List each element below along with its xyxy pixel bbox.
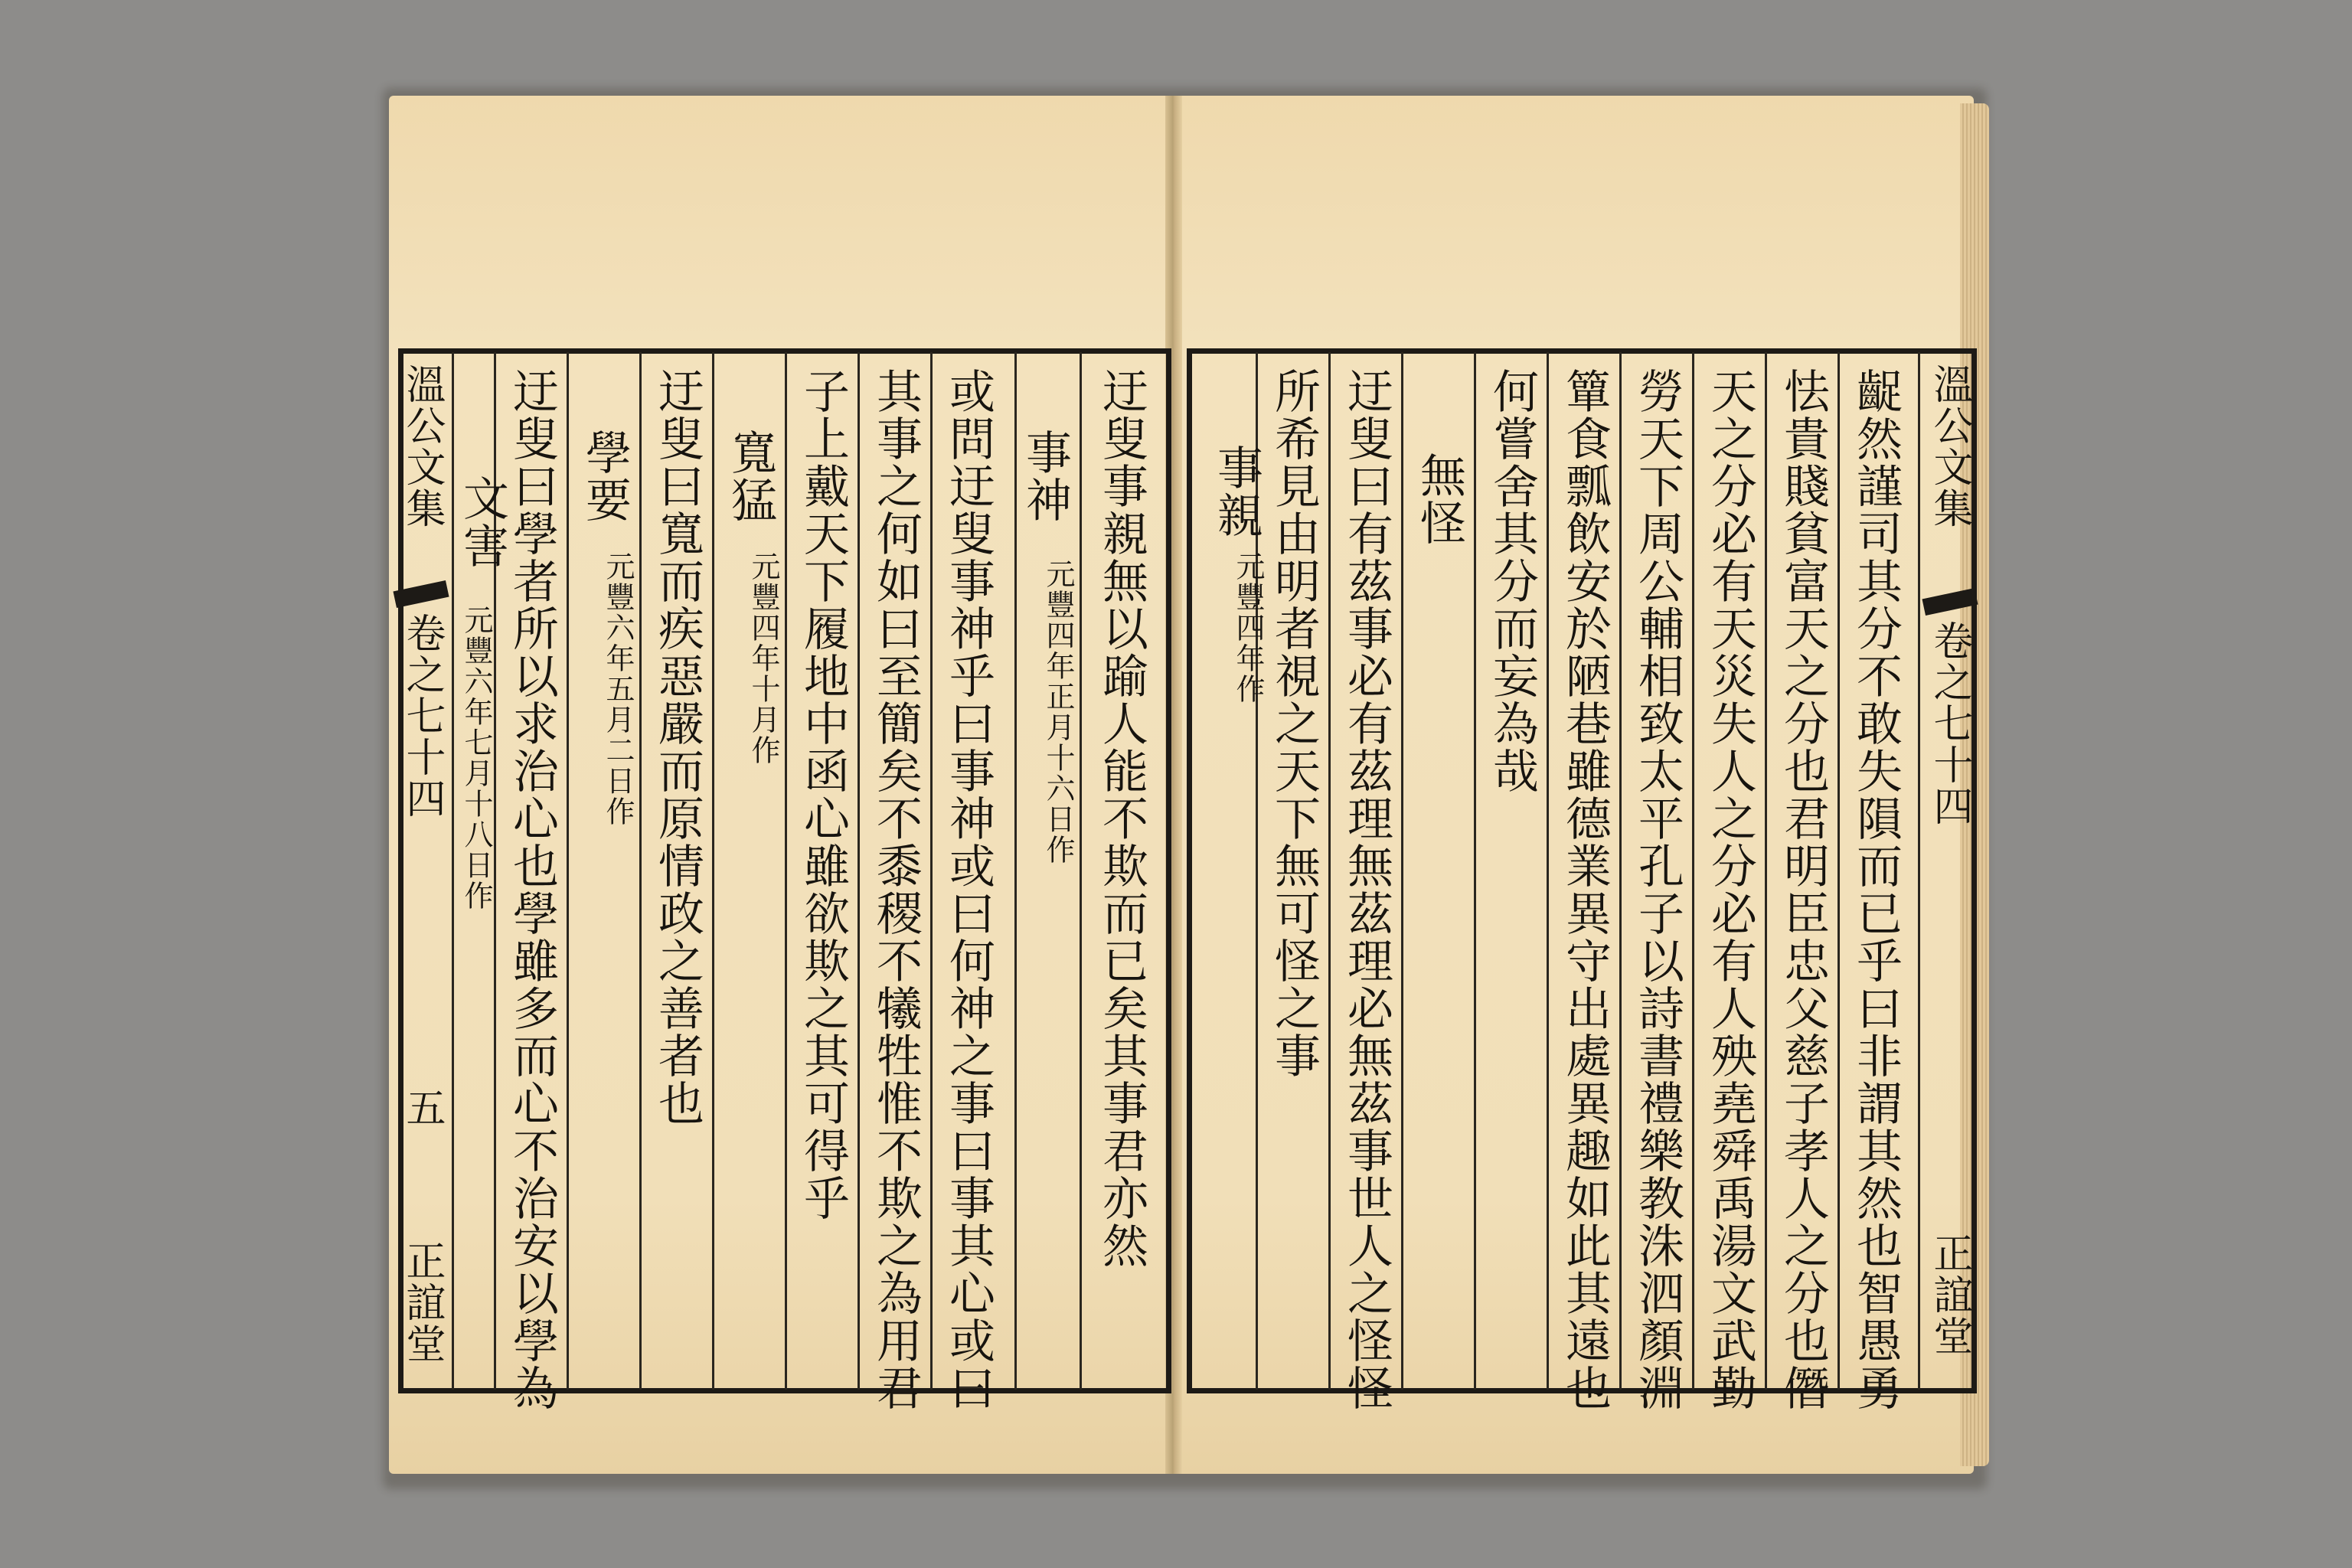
left-margin-rule <box>452 352 454 1390</box>
column-rule <box>1328 352 1331 1390</box>
column-rule <box>1692 352 1694 1390</box>
right-col-4: 勞天下周公輔相致太平孔子以詩書禮樂教洙泗顏淵 <box>1631 368 1684 1412</box>
column-rule <box>1014 352 1017 1390</box>
column-rule <box>1765 352 1767 1390</box>
column-rule <box>785 352 787 1390</box>
left-col-13: 文害 <box>456 475 509 570</box>
right-margin-title: 溫公文集 <box>1926 364 1972 529</box>
right-col-3: 天之分必有天災失人之分必有人殃堯舜禹湯文武勤 <box>1704 368 1757 1412</box>
column-rule <box>1838 352 1840 1390</box>
column-rule <box>1401 352 1403 1390</box>
left-col-14: 元豐六年七月十八日作 <box>459 605 493 911</box>
left-col-7: 寬猛 <box>724 429 777 524</box>
column-rule <box>1619 352 1622 1390</box>
column-rule <box>567 352 569 1390</box>
right-col-7: 無怪 <box>1413 452 1466 547</box>
left-col-2: 事神 <box>1018 429 1072 524</box>
right-publisher-mark: 正誼堂 <box>1926 1233 1972 1357</box>
column-rule <box>639 352 642 1390</box>
column-rule <box>930 352 933 1390</box>
left-col-10: 學要 <box>578 429 632 524</box>
right-col-5: 簞食瓢飲安於陋巷雖德業異守出處異趣如此其遠也 <box>1558 368 1612 1412</box>
column-rule <box>1474 352 1476 1390</box>
left-col-1: 迂叟事親無以踰人能不欺而已矣其事君亦然 <box>1095 368 1148 1269</box>
left-margin-title: 溫公文集 <box>399 364 445 529</box>
left-page-number: 五 <box>399 1087 445 1129</box>
right-col-10: 事親 <box>1210 444 1263 539</box>
left-col-4: 或問迂叟事神乎曰事神或曰何神之事曰事其心或曰 <box>942 368 995 1412</box>
right-col-9: 所希見由明者視之天下無可怪之事 <box>1267 368 1321 1080</box>
right-col-2: 怯貴賤貧富天之分也君明臣忠父慈子孝人之分也僭 <box>1776 368 1830 1412</box>
left-col-11: 元豐六年五月二日作 <box>601 551 635 827</box>
right-col-6: 何嘗舍其分而妄為哉 <box>1485 368 1539 795</box>
left-col-9: 迂叟曰寬而疾惡嚴而原情政之善者也 <box>651 368 704 1127</box>
column-rule <box>1080 352 1082 1390</box>
right-col-8: 迂叟曰有茲事必有茲理無茲理必無茲事世人之怪怪 <box>1340 368 1393 1412</box>
right-col-1: 齪然謹司其分不敢失隕而已乎曰非謂其然也智愚勇 <box>1849 368 1903 1412</box>
left-col-3: 元豐四年正月十六日作 <box>1041 559 1075 865</box>
right-margin-rule <box>1918 352 1920 1390</box>
left-col-12: 迂叟曰學者所以求治心也學雖多而心不治安以學為 <box>505 368 559 1412</box>
left-col-8: 元豐四年十月作 <box>746 551 780 766</box>
left-margin-volume: 卷之七十四 <box>399 612 445 819</box>
right-margin-volume: 卷之七十四 <box>1926 620 1972 827</box>
column-rule <box>712 352 714 1390</box>
column-rule <box>1547 352 1549 1390</box>
left-publisher-mark: 正誼堂 <box>399 1240 445 1364</box>
left-col-6: 子上戴天下履地中函心雖欲欺之其可得乎 <box>796 368 850 1222</box>
left-col-5: 其事之何如曰至簡矣不黍稷不犧牲惟不欺之為用君 <box>869 368 923 1412</box>
column-rule <box>858 352 860 1390</box>
right-col-11: 元豐四年作 <box>1231 551 1265 704</box>
